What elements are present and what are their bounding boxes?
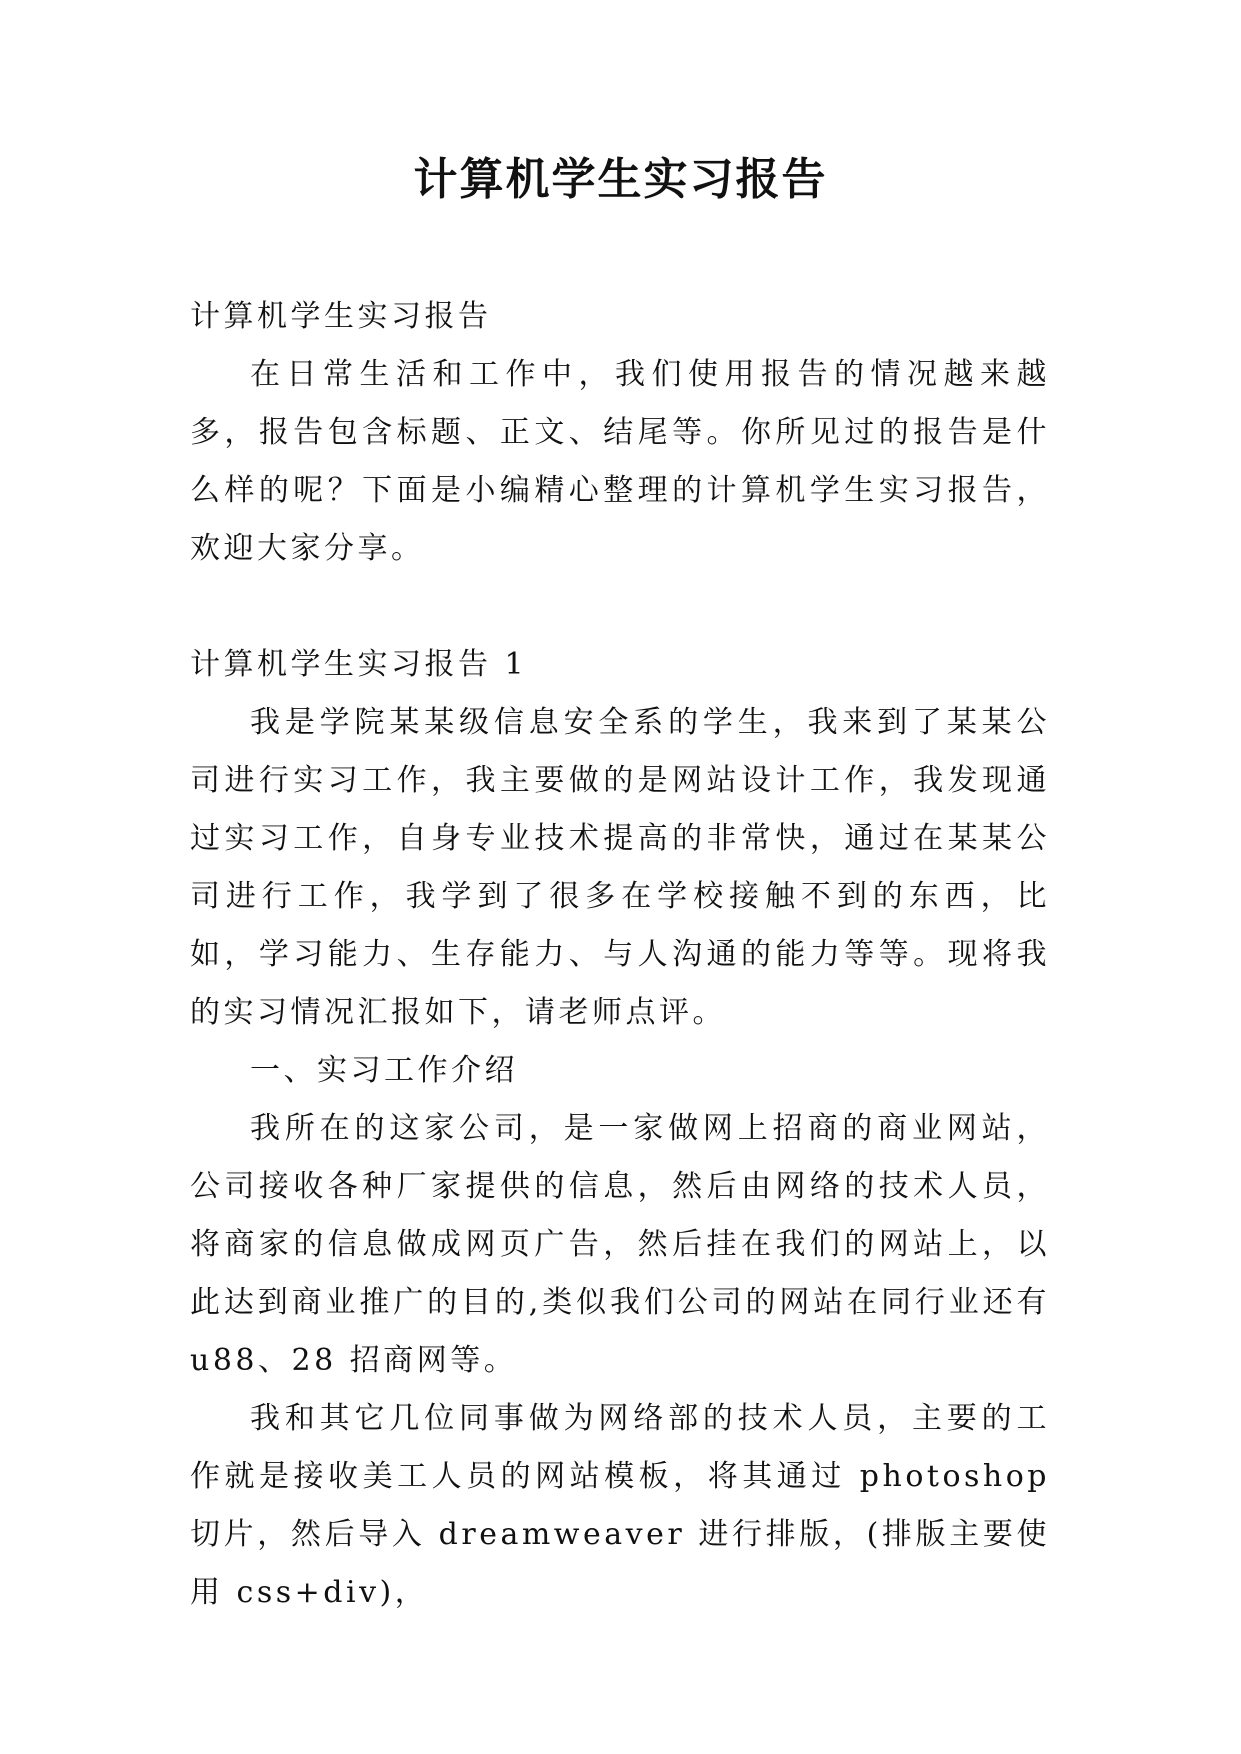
report-1-paragraph-2: 我所在的这家公司，是一家做网上招商的商业网站，公司接收各种厂家提供的信息，然后由网络的技术人员，将商家的信息做成网页广告，然后挂在我们的网站上，以此达到商业推广的目的,类似我们公司的网站在同行业还有 u88、28 招商网等。 (190, 1111, 1050, 1378)
report-1-paragraph-3: 我和其它几位同事做为网络部的技术人员，主要的工作就是接收美工人员的网站模板，将其通过 photoshop 切片，然后导入 dreamweaver 进行排版，(排版主要使用 css+div)， (190, 1401, 1050, 1610)
intro-heading: 计算机学生实习报告 (190, 299, 492, 334)
report-1-heading: 计算机学生实习报告 1 (190, 647, 528, 682)
section-heading-work-intro: 一、实习工作介绍 (250, 1053, 518, 1088)
document-title: 计算机学生实习报告 (413, 154, 828, 205)
document-body (190, 288, 1050, 1622)
intro-paragraph: 在日常生活和工作中，我们使用报告的情况越来越多，报告包含标题、正文、结尾等。你所见过的报告是什么样的呢？下面是小编精心整理的计算机学生实习报告，欢迎大家分享。 (190, 357, 1050, 566)
report-1-paragraph-1: 我是学院某某级信息安全系的学生，我来到了某某公司进行实习工作，我主要做的是网站设计工作，我发现通过实习工作，自身专业技术提高的非常快，通过在某某公司进行工作，我学到了很多在学校接触不到的东西，比如，学习能力、生存能力、与人沟通的能力等等。现将我的实习情况汇报如下，请老师点评。 (190, 705, 1050, 1030)
